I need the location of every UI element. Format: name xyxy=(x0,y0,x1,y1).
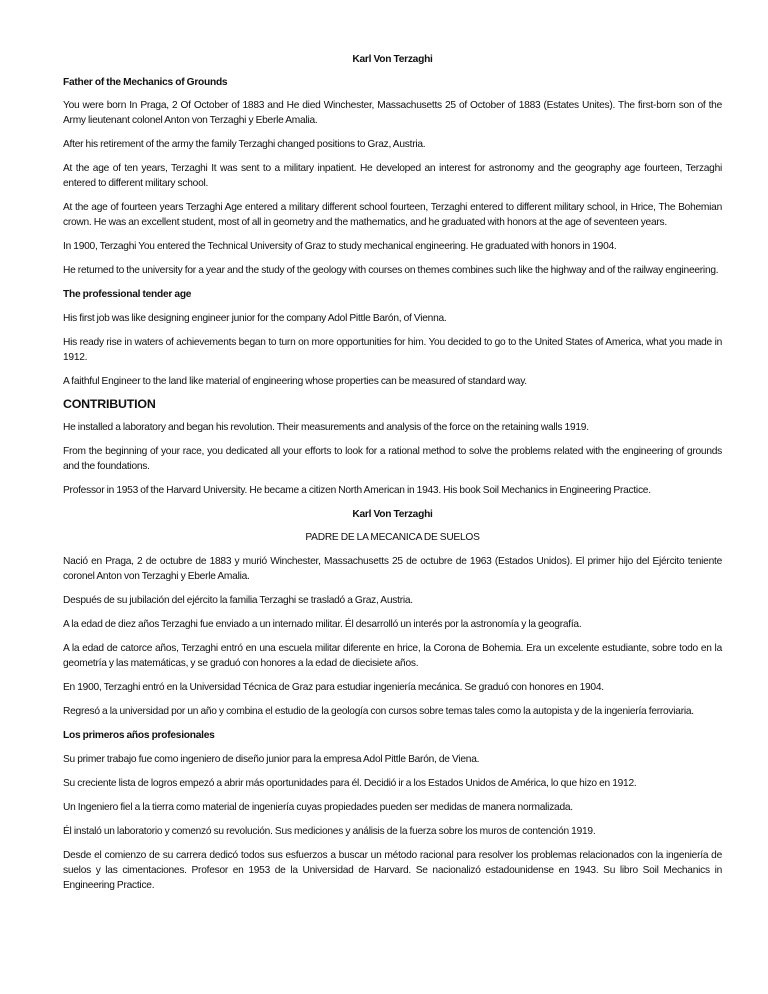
english-paragraph-10: He installed a laboratory and began his revolution. Their measurements and analysis of the force on the retaining walls 1919. xyxy=(63,422,589,433)
spanish-paragraph-7: Su primer trabajo fue como ingeniero de diseño junior para la empresa Adol Pittle Barón, de Viena. xyxy=(63,754,480,765)
spanish-paragraph-3: A la edad de diez años Terzaghi fue enviado a un internado militar. Él desarrolló un interés por la astronomía y la geografía. xyxy=(63,619,582,630)
english-paragraph-9: A faithful Engineer to the land like material of engineering whose properties can be measured of standard way. xyxy=(63,376,527,387)
english-title: Karl Von Terzaghi xyxy=(352,54,433,65)
english-paragraph-3: At the age of ten years, Terzaghi It was sent to a military inpatient. He developed an interest for astronomy and the geography age fourteen, Terzaghi entered to different military school. xyxy=(63,163,722,189)
english-paragraph-5: In 1900, Terzaghi You entered the Technical University of Graz to study mechanical engineering. He graduated with honors in 1904. xyxy=(63,241,617,252)
english-paragraph-1: You were born In Praga, 2 Of October of 1883 and He died Winchester, Massachusetts 25 of October of 1883 (Estates Unites). The first-born son of the Army lieutenant colonel Anton von Terzaghi y Eberle Amalia. xyxy=(63,100,722,126)
english-heading-contribution: CONTRIBUTION xyxy=(63,397,156,411)
spanish-paragraph-5: En 1900, Terzaghi entró en la Universidad Técnica de Graz para estudiar ingeniería mecánica. Se graduó con honores en 1904. xyxy=(63,682,604,693)
spanish-paragraph-8: Su creciente lista de logros empezó a abrir más oportunidades para él. Decidió ir a los Estados Unidos de América, lo que hizo en 1912. xyxy=(63,778,637,789)
spanish-paragraph-11: Desde el comienzo de su carrera dedicó todos sus esfuerzos a buscar un método racional para resolver los problemas relacionados con la ingeniería de suelos y las cimentaciones. Profesor en 1953 de la Universidad de Harvard. Se nacionalizó estadounidense en 1943. Su libro Soil Mechanics in Engineering Practice. xyxy=(63,850,722,891)
english-paragraph-2: After his retirement of the army the family Terzaghi changed positions to Graz, Austria. xyxy=(63,139,426,150)
spanish-paragraph-1: Nació en Praga, 2 de octubre de 1883 y murió Winchester, Massachusetts 25 de octubre de 1963 (Estados Unidos). El primer hijo del Ejército teniente coronel Anton von Terzaghi y Eberle Amalia. xyxy=(63,556,722,582)
spanish-section xyxy=(63,507,722,893)
english-paragraph-8: His ready rise in waters of achievements began to turn on more opportunities for him. You decided to go to the United States of America, what you made in 1912. xyxy=(63,337,722,363)
english-paragraph-7: His first job was like designing engineer junior for the company Adol Pittle Barón, of Vienna. xyxy=(63,313,447,324)
spanish-paragraph-10: Él instaló un laboratorio y comenzó su revolución. Sus mediciones y análisis de la fuerza sobre los muros de contención 1919. xyxy=(63,826,596,837)
spanish-paragraph-6: Regresó a la universidad por un año y combina el estudio de la geología con cursos sobre temas tales como la autopista y de la ingeniería ferroviaria. xyxy=(63,706,694,717)
spanish-subtitle: PADRE DE LA MECANICA DE SUELOS xyxy=(305,532,480,543)
english-paragraph-11: From the beginning of your race, you dedicated all your efforts to look for a rational method to solve the problems related with the engineering of grounds and the foundations. xyxy=(63,446,722,472)
english-heading-professional: The professional tender age xyxy=(63,289,192,300)
english-section xyxy=(63,52,722,498)
english-paragraph-6: He returned to the university for a year and the study of the geology with courses on themes combines such like the highway and of the railway engineering. xyxy=(63,265,719,276)
spanish-heading-early-years: Los primeros años profesionales xyxy=(63,730,215,741)
english-subtitle: Father of the Mechanics of Grounds xyxy=(63,77,228,88)
english-paragraph-4: At the age of fourteen years Terzaghi Age entered a military different school fourteen, Terzaghi entered to different military school, in Hrice, The Bohemian crown. He was an excellent student, most of all in geometry and the mathematics, and he graduated with honors at the age of seventeen years. xyxy=(63,202,722,228)
spanish-paragraph-9: Un Ingeniero fiel a la tierra como material de ingeniería cuyas propiedades pueden ser medidas de manera normalizada. xyxy=(63,802,573,813)
english-paragraph-12: Professor in 1953 of the Harvard University. He became a citizen North American in 1943. His book Soil Mechanics in Engineering Practice. xyxy=(63,485,651,496)
spanish-paragraph-4: A la edad de catorce años, Terzaghi entró en una escuela militar diferente en hrice, la Corona de Bohemia. Era un excelente estudiante, sobre todo en la geometría y las matemáticas, y se graduó con honores a la edad de diecisiete años. xyxy=(63,643,722,669)
spanish-paragraph-2: Después de su jubilación del ejército la familia Terzaghi se trasladó a Graz, Austria. xyxy=(63,595,413,606)
spanish-title: Karl Von Terzaghi xyxy=(352,509,433,520)
